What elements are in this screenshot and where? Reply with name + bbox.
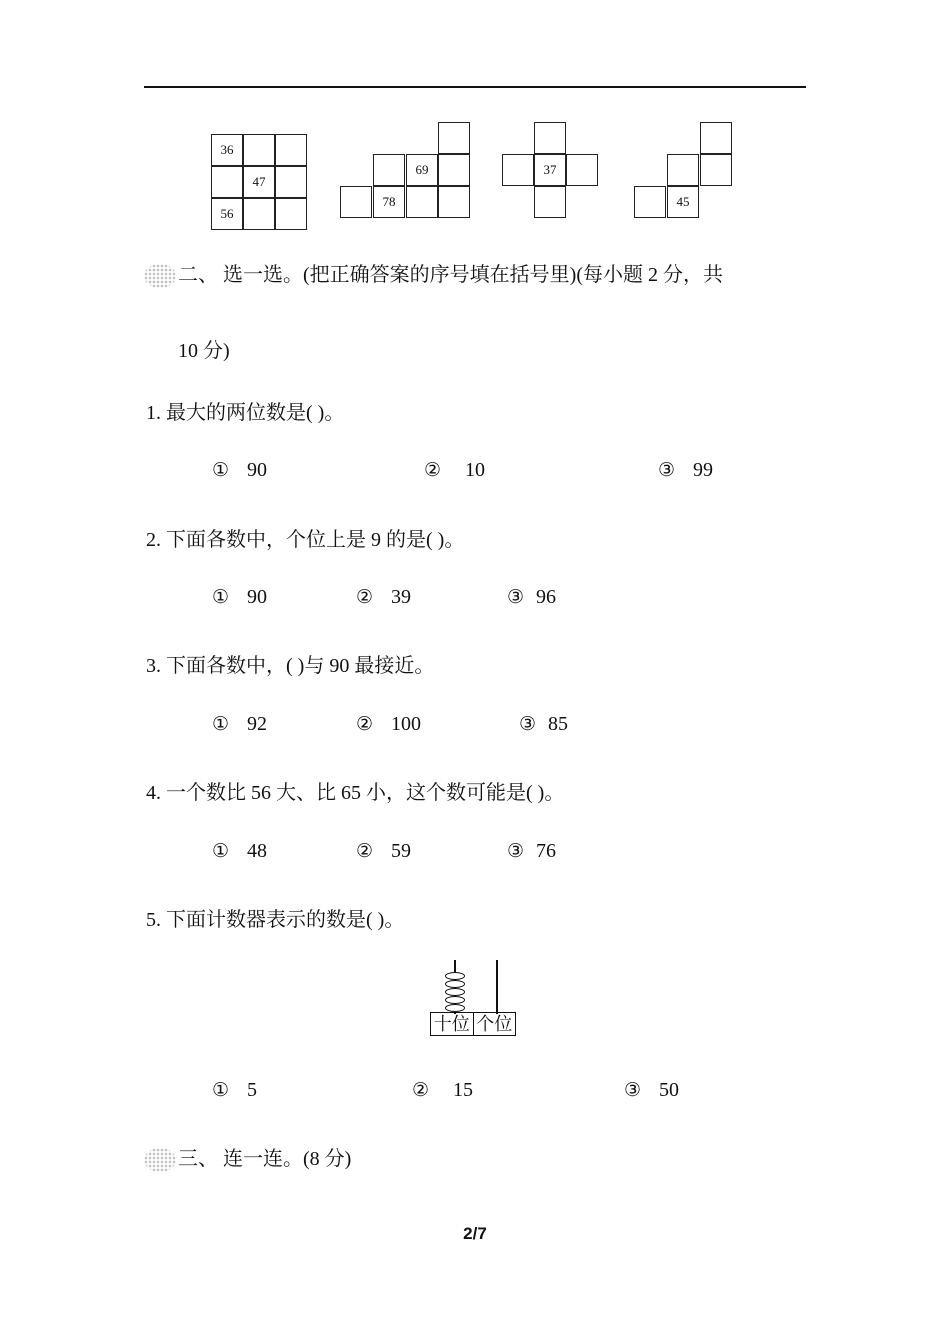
abacus-figure — [430, 960, 520, 1040]
section-3-heading-text: 三、 连一连。(8 分) — [178, 1148, 352, 1170]
ones-rod — [496, 960, 498, 1014]
question-1-option-2: ② 10 — [424, 459, 486, 481]
grid-cell — [340, 186, 372, 218]
grid-cell: 78 — [373, 186, 405, 218]
question-5-option-1: ① 5 — [212, 1079, 258, 1101]
grid-cell — [566, 154, 598, 186]
ones-label: 个位 — [473, 1013, 516, 1035]
question-3-option-2: ② 100 — [356, 713, 422, 735]
question-2-option-3: ③ 96 — [507, 586, 557, 608]
grid-cell: 45 — [667, 186, 699, 218]
section-3-heading — [144, 1142, 351, 1172]
grid-cell: 47 — [243, 166, 275, 198]
abacus-bead — [445, 1004, 465, 1012]
question-2-stem: 2. 下面各数中，个位上是 9 的是( )。 — [146, 529, 465, 551]
question-3-option-3: ③ 85 — [519, 713, 569, 735]
question-3-option-1: ① 92 — [212, 713, 268, 735]
abacus-label-box — [430, 1012, 516, 1036]
grid-cell: 37 — [534, 154, 566, 186]
abacus-bead — [445, 972, 465, 980]
grid-cell — [243, 134, 275, 166]
grid-cell — [534, 186, 566, 218]
abacus-bead — [445, 980, 465, 988]
question-3-stem: 3. 下面各数中，( )与 90 最接近。 — [146, 655, 435, 677]
grid-cell — [275, 198, 307, 230]
question-4-option-1: ① 48 — [212, 840, 268, 862]
question-5-option-3: ③ 50 — [624, 1079, 680, 1101]
abacus-bead — [445, 988, 465, 996]
grid-cell — [275, 134, 307, 166]
grid-cell — [373, 154, 405, 186]
question-4-option-3: ③ 76 — [507, 840, 557, 862]
grid-cell — [275, 166, 307, 198]
question-5-stem: 5. 下面计数器表示的数是( )。 — [146, 909, 405, 931]
grid-cell — [406, 186, 438, 218]
grid-cell: 56 — [211, 198, 243, 230]
grid-cell — [502, 154, 534, 186]
section-marker-icon — [144, 1148, 176, 1172]
grid-cell — [438, 186, 470, 218]
question-1-option-3: ③ 99 — [658, 459, 714, 481]
section-2-heading-cont: 10 分) — [178, 340, 230, 362]
grid-cell — [667, 154, 699, 186]
tens-label: 十位 — [433, 1014, 470, 1034]
grid-cell: 36 — [211, 134, 243, 166]
question-4-stem: 4. 一个数比 56 大、比 65 小，这个数可能是( )。 — [146, 782, 565, 804]
question-1-stem: 1. 最大的两位数是( )。 — [146, 402, 345, 424]
question-4-option-2: ② 59 — [356, 840, 412, 862]
grid-cell — [211, 166, 243, 198]
question-2-option-1: ① 90 — [212, 586, 268, 608]
section-2-heading — [144, 258, 723, 288]
page-number: 2/7 — [463, 1224, 487, 1243]
question-2-option-2: ② 39 — [356, 586, 412, 608]
section-2-heading-text: 二、 选一选。(把正确答案的序号填在括号里)(每小题 2 分，共 — [178, 264, 723, 286]
question-1-option-1: ① 90 — [212, 459, 268, 481]
grid-cell — [700, 154, 732, 186]
grid-cell — [700, 122, 732, 154]
grid-cell: 69 — [406, 154, 438, 186]
question-5-option-2: ② 15 — [412, 1079, 474, 1101]
grid-cell — [438, 154, 470, 186]
top-rule — [144, 86, 806, 88]
grid-cell — [534, 122, 566, 154]
section-marker-icon — [144, 264, 176, 288]
grid-cell — [243, 198, 275, 230]
abacus-bead — [445, 996, 465, 1004]
grid-cell — [634, 186, 666, 218]
grid-cell — [438, 122, 470, 154]
